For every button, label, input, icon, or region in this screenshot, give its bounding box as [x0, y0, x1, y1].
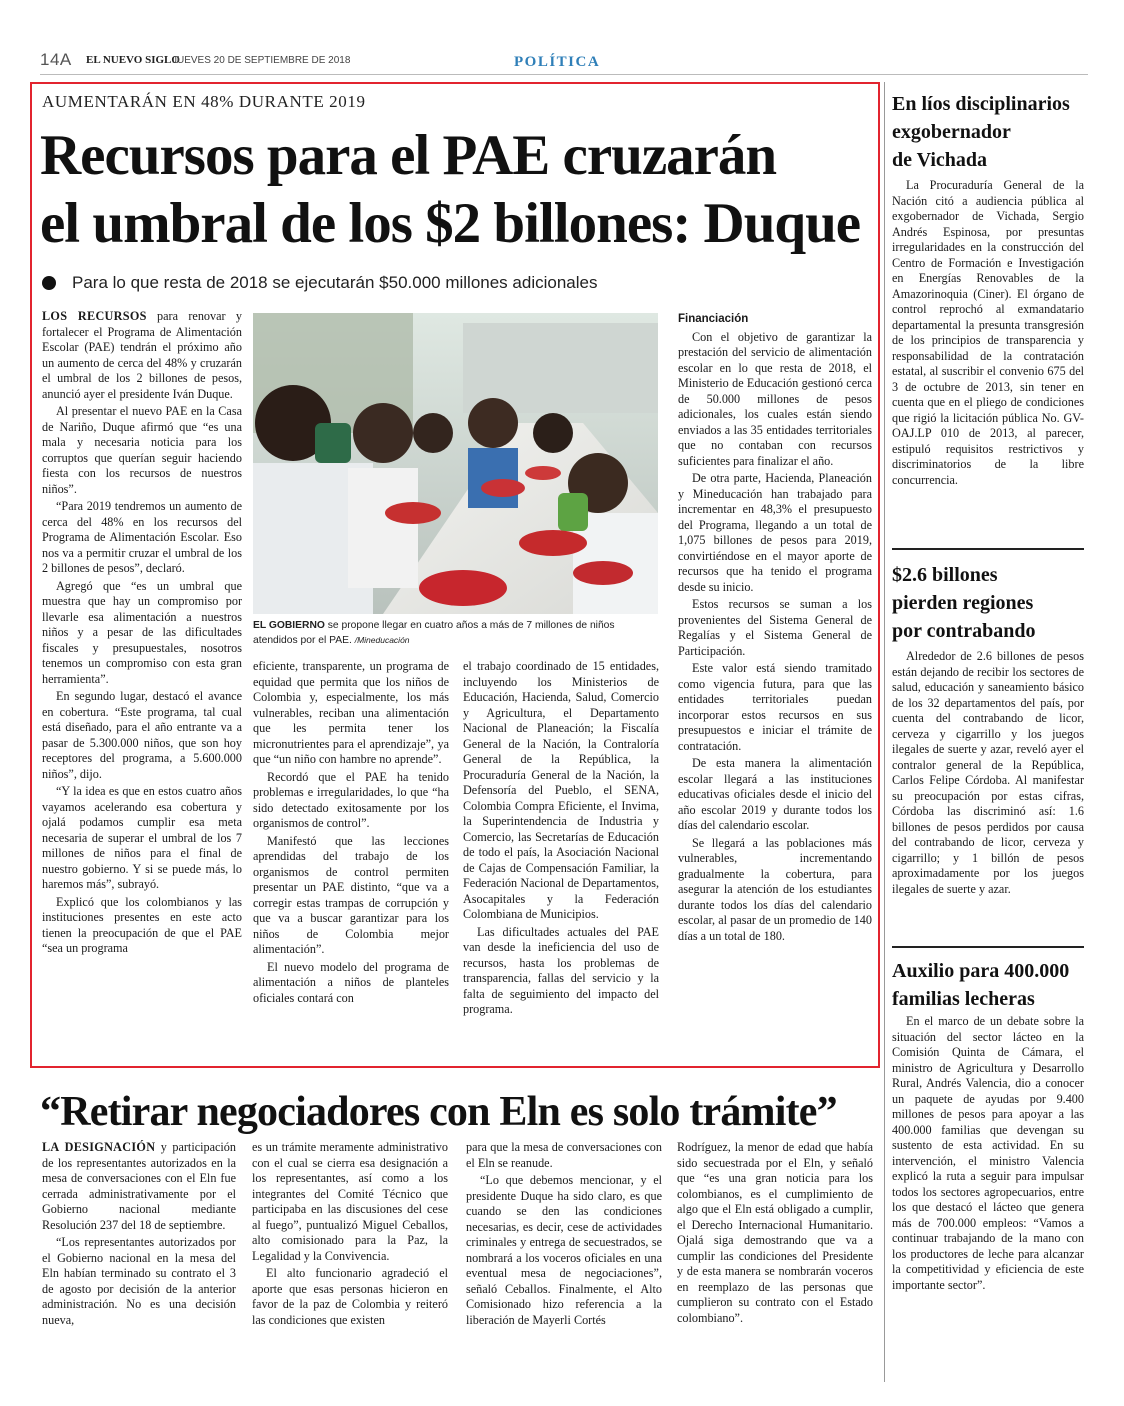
paragraph-text: y participación de los representantes autorizados en la mesa de conversaciones con el Eln fue cerrada administrativamente por el Gobierno nacional mediante Resolución 237 del 18 de septiembre.: [42, 1140, 236, 1232]
section-name: POLÍTICA: [514, 54, 601, 70]
headline-line-2: el umbral de los $2 billones: Duque: [40, 192, 861, 255]
caption-lead: EL GOBIERNO: [253, 620, 325, 631]
article-column-1: [42, 309, 242, 959]
paragraph: Alrededor de 2.6 billones de pesos están dejando de recibir los sectores de salud, educación y saneamiento básico de los 32 departamentos del país, por cuenta del contrabando de licor, cerveza y cigarrillo y los juegos ilegales de suerte y azar, reveló ayer el contralor general de la República, Carlos Felipe Córdoba. Al manifestar su preocupación por estas cifras, Córdoba las discriminó así: 1.6 billones de pesos perdidos por causa del contrabando de licor, cerveza y cigarrillo; y 1 billón de pesos aproximadamente por los juegos ilegales de suerte y azar.: [892, 649, 1084, 896]
page-number: 14A: [40, 50, 72, 69]
sidebar-story-1-title: [892, 90, 1070, 174]
bullet-icon: [42, 276, 56, 290]
title-line: Auxilio para 400.000: [892, 960, 1070, 982]
sidebar-story-3-body: [892, 1014, 1084, 1293]
paragraph: “Y la idea es que en estos cuatro años vayamos acelerando esa cobertura y ojalá podamos cumplir esa meta necesaria de superar el umbral de los 7 millones de niños para el final de nuestro gobierno. Y si se puede más, lo haremos más”, subrayó.: [42, 784, 242, 891]
paragraph: De otra parte, Hacienda, Planeación y Mineducación han trabajado para incrementar en 48,3% el presupuesto del Programa, llegando a un total de 1,075 billones de pesos para 2019, convirtiéndose en el mayor aporte de recursos que ha tenido el programa desde su inicio.: [678, 471, 872, 594]
paragraph: para que la mesa de conversaciones con el Eln se reanude.: [466, 1140, 662, 1170]
paragraph: Explicó que los colombianos y las instituciones presentes en este acto tienen la preocupación de que el PAE “sea un programa: [42, 894, 242, 955]
paragraph: En el marco de un debate sobre la situación del sector lácteo en la Comisión Quinta de Cámara, el ministro de Agricultura y Desarrollo Rural, Andrés Valencia, dio a conocer un paquete de ayudas por 9.400 millones de pesos para apoyar a las 400.000 familias que devengan su sustento de esta actividad. En su intervención, el ministro Valencia explicó la ruta a seguir para impulsar todos los sectores agropecuarios, entre los que destacó el lácteo que genera más de 700.000 empleos: “Vamos a continuar trabajando de la mano con los productores de leche para alcanzar la competitividad y eficiencia de este importante sector”.: [892, 1014, 1084, 1292]
paragraph: Recordó que el PAE ha tenido problemas e irregularidades, lo que “ha sido detectado exitosamente por los organismos de control”.: [253, 769, 449, 830]
lead-word: LA DESIGNACIÓN: [42, 1140, 156, 1154]
publication-name: EL NUEVO SIGLO: [86, 54, 180, 66]
sidebar-divider: [884, 82, 885, 1382]
title-line: En líos disciplinarios: [892, 93, 1070, 115]
paragraph: Este valor está siendo tramitado como vigencia futura, para que las entidades territoriales puedan incorporar estos recursos en sus presupuestos e iniciar el trámite de contratación.: [678, 661, 872, 753]
header-rule: [40, 74, 1088, 75]
lead-word: LOS RECURSOS: [42, 309, 147, 323]
paragraph: el trabajo coordinado de 15 entidades, incluyendo los Ministerios de Educación, Hacienda, Salud, Comercio y Agricultura, el Departamento Nacional de Planeación; la Fiscalía General de la Nación, la Contraloría General de la República, la Procuraduría General de la Nación, la Defensoría del Pueblo, el SENA, Colombia Compra Eficiente, el Invima, la Superintendencia de Industria y Comercio, las Secretarías de Educación de todo el país, la Asociación Nacional de Cajas de Compensación Familiar, la Federación Nacional de Departamentos, Asocapitales y la Federación Colombiana de Municipios.: [463, 659, 659, 921]
article-column-2: [253, 659, 449, 1008]
paragraph: Manifestó que las lecciones aprendidas del trabajo de los organismos de control permiten presentar un PAE distinto, “que va a corregir estas trampas de corrupción y que va a buscar garantizar para los niños de Colombia mejor alimentación”.: [253, 833, 449, 956]
sidebar-story-2-body: [892, 649, 1084, 897]
title-line: pierden regiones: [892, 592, 1034, 614]
caption-text: se propone llegar en cuatro años a más de 7 millones de niños atendidos por el PAE.: [253, 620, 615, 646]
paragraph: El nuevo modelo del programa de alimentación a niños de planteles oficiales contará con: [253, 959, 449, 1005]
publication-date: JUEVES 20 DE SEPTIEMBRE DE 2018: [172, 55, 351, 66]
paragraph: De esta manera la alimentación escolar llegará a las instituciones educativas oficiales desde el inicio del año escolar 2019 y durante todos los días del calendario escolar.: [678, 756, 872, 832]
story-2-headline: “Retirar negociadores con Eln es solo trámite”: [40, 1089, 837, 1135]
paragraph-text: para renovar y fortalecer el Programa de Alimentación Escolar (PAE) tendrán el próximo año un aumento de cerca del 48% y cruzarán el umbral de los 2 billones de pesos, anunció ayer el presidente Iván Duque.: [42, 309, 243, 401]
paragraph: El alto funcionario agradeció el aporte que esas personas hicieron en favor de la paz de Colombia y reiteró las condiciones que existen: [252, 1266, 448, 1327]
students-eating-photo: [253, 313, 658, 614]
paragraph: “Para 2019 tendremos un aumento de cerca del 48% en los recursos del Programa de Alimentación Escolar. Eso nos va a permitir cruzar el umbral de los 2 billones de pesos”, declaró.: [42, 499, 242, 575]
article-column-3: [463, 659, 659, 1020]
title-line: $2.6 billones: [892, 564, 998, 586]
paragraph: La Procuraduría General de la Nación citó a audiencia pública al exgobernador de Vichada, Sergio Andrés Espinosa, por presuntas irregularidades en la construcción del Centro de Formación e Investigación en Energías Renovables de la Amazorinoquia (Ciner). El órgano de control reprochó al exmandatario departamental la presunta transgresión de los principios de transparencia y responsabilidad de la contratación estatal, al suscribir el convenio 675 del 3 de octubre de 2013, sin tener en cuenta que en el pliego de condiciones que rigió la licitación pública No. GV-OAJ.LP 010 de 2013, al parecer, estipuló requisitos restrictivos y discriminatorios de la libre concurrencia.: [892, 178, 1084, 487]
title-line: por contrabando: [892, 620, 1036, 642]
story-2-column-2: [252, 1140, 448, 1330]
paragraph: es un trámite meramente administrativo con el cual se cierra esa designación a los representantes, así como a los integrantes del Comité Técnico que participaba en las discusiones del cese al fuego”, puntualizó Miguel Ceballos, alto comisionado para la Paz, la Legalidad y la Convivencia.: [252, 1140, 448, 1263]
paragraph: [42, 1140, 236, 1233]
photo-caption: [253, 619, 658, 648]
paragraph: eficiente, transparente, un programa de equidad que permita que los niños de Colombia y, especialmente, los más vulnerables, reciban una alimentación que les permita tener los micronutrientes para el aprendizaje”, ya que “un niño con hambre no aprende”.: [253, 659, 449, 766]
article-kicker: AUMENTARÁN EN 48% DURANTE 2019: [42, 92, 366, 111]
paragraph: Rodríguez, la menor de edad que había sido secuestrada por el Eln, y señaló que “es una gran noticia para los colombianos, es el cumplimiento de algo que el Eln está obligado a cumplir, el Derecho Internacional Humanitario. Ojalá siga demostrando que va a cumplir las condiciones del Presidente y de esta manera se nombrarán voceros en reemplazo de las personas que cumplieron su contrato con el Estado colombiano”.: [677, 1140, 873, 1325]
story-2-column-1: [42, 1140, 236, 1330]
article-subhead: [42, 273, 597, 293]
paragraph: Con el objetivo de garantizar la prestación del servicio de alimentación escolar en lo que resta de 2018, el Ministerio de Educación gestionó cerca de 50.000 millones de pesos adicionales, los cuales están siendo enviados a las 35 entidades territoriales que no contaban con recursos suficientes para finalizar el año.: [678, 329, 872, 468]
paragraph: “Los representantes autorizados por el Gobierno nacional en la mesa del Eln habían terminado su contrato el 3 de agosto por decisión de la anterior administración. No es una decisión nueva,: [42, 1235, 236, 1327]
sidebar-story-3-title: [892, 957, 1069, 1013]
article-headline: [40, 122, 870, 258]
paragraph: “Lo que debemos mencionar, y el presidente Duque ha sido claro, es que cuando se den las condiciones necesarias, es decir, cese de actividades criminales y entrega de secuestrados, se nombrará a los voceros oficiales en una eventual mesa de negociaciones”, señaló Ceballos. Finalmente, el Alto Comisionado hizo referencia a la liberación de Mayerli Cortés: [466, 1173, 662, 1327]
title-line: de Vichada: [892, 149, 988, 171]
paragraph: Al presentar el nuevo PAE en la Casa de Nariño, Duque afirmó que “es una mala y necesaria noticia para los corruptos que querían seguir haciendo fiesta con los recursos de nuestros niños”.: [42, 404, 242, 496]
paragraph: Las dificultades actuales del PAE van desde la ineficiencia del uso de recursos, hasta los problemas de transparencia, fallas del servicio y la falta de seguimiento del impacto del programa.: [463, 924, 659, 1016]
article-photo: [253, 313, 658, 614]
title-line: exgobernador: [892, 121, 1011, 143]
sidebar-story-1-body: [892, 178, 1084, 488]
story-2-column-3: [466, 1140, 662, 1330]
article-column-4: [678, 312, 872, 946]
sidebar-rule: [892, 946, 1084, 948]
title-line: familias lecheras: [892, 988, 1035, 1010]
story-2-column-4: [677, 1140, 873, 1328]
paragraph: Se llegará a las poblaciones más vulnerables, incrementando gradualmente la cobertura, para asegurar la atención de los estudiantes durante todos los días del calendario escolar, al pasar de un promedio de 140 días a un total de 180.: [678, 835, 872, 943]
paragraph: Estos recursos se suman a los provenientes del Sistema General de Regalías y el Sistema General de Participación.: [678, 597, 872, 658]
headline-line-1: Recursos para el PAE cruzarán: [40, 124, 777, 187]
sidebar-rule: [892, 548, 1084, 550]
caption-credit: /Mineducación: [354, 635, 410, 645]
paragraph: En segundo lugar, destacó el avance en cobertura. “Este programa, tal cual está diseñado, para el año entrante va a pasar de 5.300.000 niños, que son hoy receptores del programa, a 5.600.000 niños”, dijo.: [42, 689, 242, 781]
section-subheading: Financiación: [678, 313, 749, 325]
paragraph: Agregó que “es un umbral que muestra que hay un compromiso por llevarle esa alimentación a nuestros niños y a pesar de las dificultades fiscales y presupuestales, nosotros tenemos un compromiso con esta gran herramienta”.: [42, 578, 242, 686]
subhead-text: Para lo que resta de 2018 se ejecutarán $50.000 millones adicionales: [72, 273, 598, 292]
paragraph: [42, 309, 242, 402]
sidebar-story-2-title: [892, 561, 1036, 645]
